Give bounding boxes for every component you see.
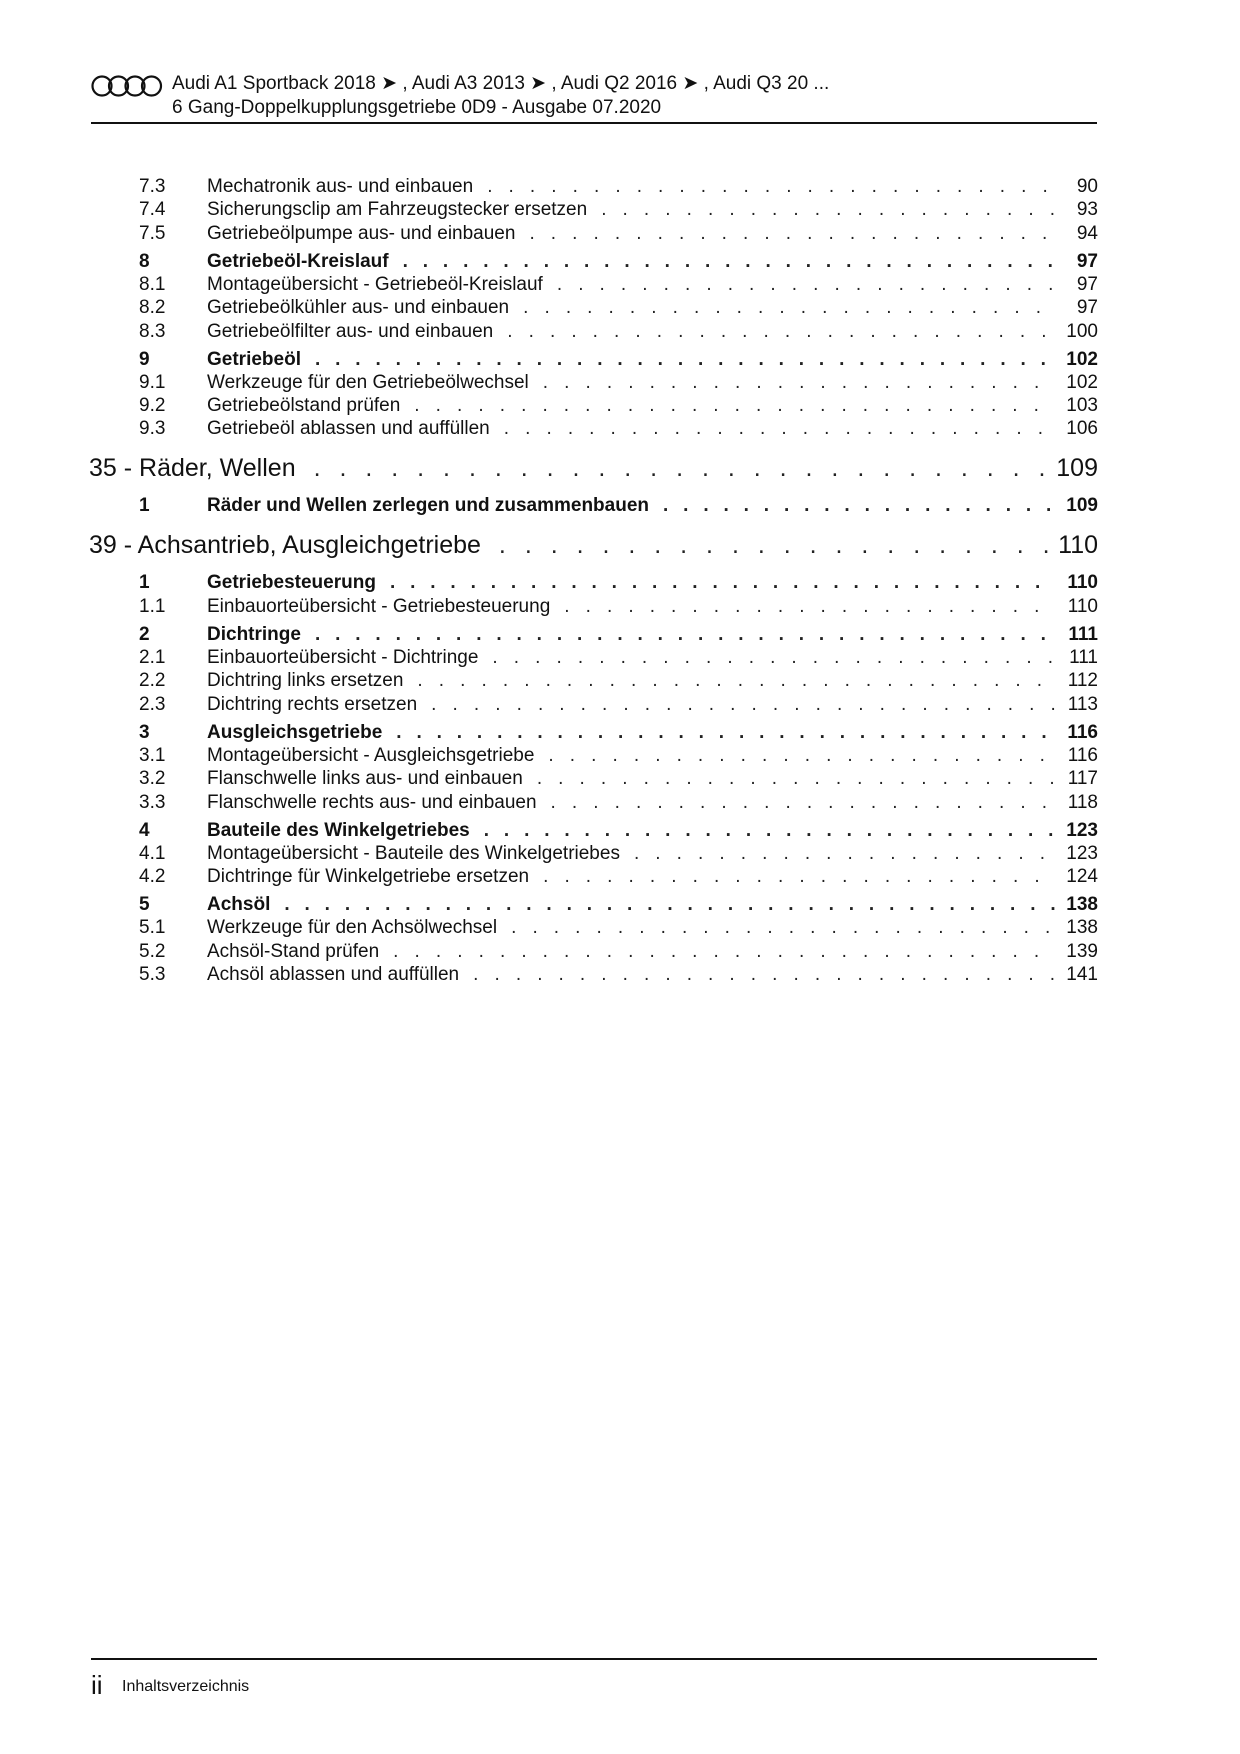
toc-entry[interactable] bbox=[0, 416, 1240, 442]
toc-chapter-title: 39 - Achsantrieb, Ausgleichgetriebe bbox=[89, 531, 481, 560]
toc-chapter-title: 35 - Räder, Wellen bbox=[89, 454, 296, 483]
toc-entry-number: 5.1 bbox=[139, 917, 166, 939]
toc-entry-number: 2.3 bbox=[139, 693, 166, 715]
toc-entry-title: Montageübersicht - Bauteile des Winkelgetriebes bbox=[207, 842, 620, 864]
toc-entry-title: Montageübersicht - Getriebeöl-Kreislauf bbox=[207, 273, 543, 295]
toc-entry[interactable] bbox=[0, 594, 1240, 620]
toc-entry[interactable] bbox=[0, 451, 1240, 485]
toc-entry-line bbox=[207, 766, 1098, 792]
toc-page-number: 90 bbox=[1076, 176, 1098, 197]
toc-entry-title: Einbauorteübersicht - Dichtringe bbox=[207, 647, 479, 668]
toc-entry[interactable] bbox=[0, 295, 1240, 321]
toc-page-number: 123 bbox=[1066, 842, 1098, 864]
toc-entry-line bbox=[89, 451, 1098, 485]
toc-entry[interactable] bbox=[0, 197, 1240, 223]
toc-entry[interactable] bbox=[0, 319, 1240, 345]
toc-entry-line bbox=[207, 594, 1098, 620]
toc-entry-line bbox=[207, 939, 1098, 965]
toc-entry-line bbox=[207, 692, 1098, 718]
dot-leader bbox=[601, 197, 1056, 223]
toc-entry-title: Ausgleichsgetriebe bbox=[207, 721, 383, 743]
toc-entry-line bbox=[207, 221, 1098, 247]
dot-leader bbox=[315, 347, 1056, 373]
dot-leader bbox=[403, 249, 1056, 275]
toc-entry-number: 2.1 bbox=[139, 647, 166, 668]
toc-entry-title: Achsöl bbox=[207, 894, 271, 916]
toc-entry-number: 9.1 bbox=[139, 371, 166, 393]
toc-entry[interactable] bbox=[0, 249, 1240, 275]
toc-page-number: 102 bbox=[1066, 348, 1098, 370]
toc-entry-line bbox=[207, 295, 1098, 321]
dot-leader bbox=[315, 622, 1056, 648]
toc-entry[interactable] bbox=[0, 272, 1240, 298]
toc-entry[interactable] bbox=[0, 347, 1240, 373]
toc-entry-number: 3.1 bbox=[139, 744, 166, 766]
toc-entry-title: Dichtringe für Winkelgetriebe ersetzen bbox=[207, 866, 530, 888]
toc-entry[interactable] bbox=[0, 841, 1240, 867]
toc-entry-line bbox=[207, 393, 1098, 419]
toc-entry-line bbox=[207, 197, 1098, 223]
toc-entry[interactable] bbox=[0, 645, 1240, 671]
toc-entry-number: 8.2 bbox=[139, 297, 166, 319]
toc-page-number: 141 bbox=[1066, 964, 1098, 985]
toc-entry[interactable] bbox=[0, 668, 1240, 694]
toc-entry-line bbox=[207, 864, 1098, 890]
toc-page-number: 109 bbox=[1066, 495, 1098, 517]
toc-entry-line bbox=[207, 319, 1098, 345]
toc-entry-title: Werkzeuge für den Achsölwechsel bbox=[207, 917, 498, 939]
dot-leader bbox=[537, 766, 1056, 792]
toc-entry-title: Flanschwelle rechts aus- und einbauen bbox=[207, 791, 537, 813]
toc-entry-number: 2.2 bbox=[139, 670, 166, 692]
toc-entry[interactable] bbox=[0, 766, 1240, 792]
dot-leader bbox=[492, 645, 1056, 671]
toc-entry-title: Werkzeuge für den Getriebeölwechsel bbox=[207, 371, 529, 393]
toc-entry[interactable] bbox=[0, 370, 1240, 396]
audi-rings-logo-icon bbox=[91, 74, 163, 98]
toc-page-number: 111 bbox=[1069, 647, 1098, 668]
dot-leader bbox=[393, 939, 1056, 965]
toc-entry-line bbox=[207, 818, 1098, 844]
toc-entry[interactable] bbox=[0, 790, 1240, 816]
dot-leader bbox=[557, 272, 1056, 298]
toc-entry-number: 4.1 bbox=[139, 842, 166, 864]
toc-page-number: 100 bbox=[1066, 320, 1098, 342]
toc-page-number: 116 bbox=[1067, 744, 1098, 766]
dot-leader bbox=[511, 915, 1056, 941]
toc-entry-line bbox=[207, 790, 1098, 816]
header-vehicle-models: Audi A1 Sportback 2018 ➤ , Audi A3 2013 ➤ , Audi Q2 2016 ➤ , Audi Q3 20 ... bbox=[172, 73, 830, 94]
toc-entry-line bbox=[207, 493, 1098, 519]
toc-entry-title: Dichtring links ersetzen bbox=[207, 670, 404, 692]
toc-entry-line bbox=[207, 841, 1098, 867]
toc-entry-number: 3.3 bbox=[139, 791, 166, 813]
toc-entry-number: 9.3 bbox=[139, 418, 166, 440]
toc-entry[interactable] bbox=[0, 939, 1240, 965]
page-footer bbox=[91, 1658, 1097, 1720]
dot-leader bbox=[417, 668, 1056, 694]
toc-page-number: 110 bbox=[1067, 595, 1098, 617]
toc-page-number: 124 bbox=[1066, 866, 1098, 888]
dot-leader bbox=[390, 570, 1056, 596]
dot-leader bbox=[543, 864, 1056, 890]
toc-entry[interactable] bbox=[0, 915, 1240, 941]
dot-leader bbox=[529, 221, 1056, 247]
dot-leader bbox=[396, 720, 1056, 746]
dot-leader bbox=[484, 818, 1056, 844]
toc-page-number: 102 bbox=[1066, 371, 1098, 393]
page-number: ii bbox=[91, 1670, 103, 1700]
toc-entry-title: Räder und Wellen zerlegen und zusammenbauen bbox=[207, 495, 650, 517]
dot-leader bbox=[551, 790, 1056, 816]
toc-page-number: 138 bbox=[1066, 917, 1098, 939]
toc-entry-line bbox=[89, 528, 1098, 562]
toc-entry-number: 8.3 bbox=[139, 320, 166, 342]
toc-entry-number: 9.2 bbox=[139, 395, 166, 417]
toc-entry-number: 5.3 bbox=[139, 964, 166, 985]
toc-entry-line bbox=[207, 416, 1098, 442]
toc-entry-line bbox=[207, 962, 1098, 988]
toc-entry-line bbox=[207, 249, 1098, 275]
toc-entry-title: Getriebesteuerung bbox=[207, 572, 376, 594]
toc-entry[interactable] bbox=[0, 221, 1240, 247]
toc-page-number: 97 bbox=[1076, 250, 1098, 272]
toc-page-number: 110 bbox=[1058, 531, 1098, 560]
toc-page-number: 138 bbox=[1066, 894, 1098, 916]
toc-page-number: 97 bbox=[1076, 273, 1098, 295]
toc-entry[interactable] bbox=[0, 892, 1240, 918]
toc-entry-number: 7.4 bbox=[139, 199, 166, 221]
toc-entry-number: 4 bbox=[139, 819, 150, 841]
toc-page-number: 110 bbox=[1067, 572, 1098, 594]
toc-page-number: 111 bbox=[1068, 623, 1098, 645]
toc-entry[interactable] bbox=[0, 570, 1240, 596]
toc-page-number: 123 bbox=[1066, 819, 1098, 841]
toc-entry-title: Getriebeölkühler aus- und einbauen bbox=[207, 297, 510, 319]
toc-entry-title: Flanschwelle links aus- und einbauen bbox=[207, 768, 523, 790]
dot-leader bbox=[564, 594, 1056, 620]
toc-entry-number: 8 bbox=[139, 250, 150, 272]
toc-page-number: 113 bbox=[1067, 693, 1098, 715]
toc-entry[interactable] bbox=[0, 818, 1240, 844]
toc-entry-number: 9 bbox=[139, 348, 150, 370]
toc-page-number: 118 bbox=[1067, 791, 1098, 813]
toc-entry-title: Sicherungsclip am Fahrzeugstecker ersetzen bbox=[207, 199, 588, 221]
toc-entry-number: 1.1 bbox=[139, 595, 166, 617]
toc-page-number: 94 bbox=[1076, 222, 1098, 244]
dot-leader bbox=[523, 295, 1056, 321]
toc-entry[interactable] bbox=[0, 692, 1240, 718]
toc-entry-line bbox=[207, 272, 1098, 298]
toc-entry-number: 5 bbox=[139, 894, 150, 916]
toc-entry-number: 3 bbox=[139, 721, 150, 743]
dot-leader bbox=[504, 416, 1056, 442]
toc-entry[interactable] bbox=[0, 962, 1240, 988]
dot-leader bbox=[663, 493, 1056, 519]
dot-leader bbox=[487, 174, 1056, 200]
toc-entry-line bbox=[207, 370, 1098, 396]
toc-entry-number: 3.2 bbox=[139, 768, 166, 790]
toc-entry-title: Getriebeöl bbox=[207, 348, 301, 370]
toc-entry-line bbox=[207, 668, 1098, 694]
dot-leader bbox=[414, 393, 1056, 419]
toc-entry-line bbox=[207, 347, 1098, 373]
dot-leader bbox=[314, 451, 1049, 485]
dot-leader bbox=[499, 528, 1050, 562]
toc-page-number: 103 bbox=[1066, 395, 1098, 417]
toc-entry-number: 7.3 bbox=[139, 176, 166, 197]
toc-entry-number: 4.2 bbox=[139, 866, 166, 888]
toc-entry-title: Dichtring rechts ersetzen bbox=[207, 693, 418, 715]
dot-leader bbox=[507, 319, 1056, 345]
toc-entry-title: Bauteile des Winkelgetriebes bbox=[207, 819, 470, 841]
toc-entry-number: 1 bbox=[139, 572, 150, 594]
dot-leader bbox=[543, 370, 1056, 396]
toc-entry[interactable] bbox=[0, 174, 1240, 200]
toc-page-number: 116 bbox=[1067, 721, 1098, 743]
page-header bbox=[91, 72, 1097, 124]
toc-entry[interactable] bbox=[0, 743, 1240, 769]
toc-page-number: 106 bbox=[1066, 418, 1098, 440]
toc-entry-number: 7.5 bbox=[139, 222, 166, 244]
toc-page-number: 117 bbox=[1067, 768, 1098, 790]
toc-entry-title: Getriebeöl ablassen und auffüllen bbox=[207, 418, 490, 440]
toc-page-number: 93 bbox=[1076, 199, 1098, 221]
toc-entry-title: Dichtringe bbox=[207, 623, 301, 645]
toc-entry-line bbox=[207, 622, 1098, 648]
toc-page-number: 139 bbox=[1066, 940, 1098, 962]
dot-leader bbox=[473, 962, 1056, 988]
toc-entry-title: Montageübersicht - Ausgleichsgetriebe bbox=[207, 744, 535, 766]
toc-entry-title: Achsöl ablassen und auffüllen bbox=[207, 964, 460, 985]
toc-entry-line bbox=[207, 645, 1098, 671]
toc-entry[interactable] bbox=[0, 393, 1240, 419]
toc-entry-title: Getriebeöl-Kreislauf bbox=[207, 250, 389, 272]
toc-entry[interactable] bbox=[0, 493, 1240, 519]
toc-entry-title: Achsöl-Stand prüfen bbox=[207, 940, 380, 962]
toc-entry-number: 2 bbox=[139, 623, 150, 645]
toc-entry[interactable] bbox=[0, 720, 1240, 746]
toc-entry-line bbox=[207, 720, 1098, 746]
toc-entry-title: Getriebeölfilter aus- und einbauen bbox=[207, 320, 494, 342]
toc-entry-title: Getriebeölpumpe aus- und einbauen bbox=[207, 222, 516, 244]
toc-entry-line bbox=[207, 915, 1098, 941]
header-manual-title: 6 Gang-Doppelkupplungsgetriebe 0D9 - Ausgabe 07.2020 bbox=[172, 97, 662, 118]
toc-entry-title: Mechatronik aus- und einbauen bbox=[207, 176, 474, 197]
toc-entry-line bbox=[207, 743, 1098, 769]
toc-entry-line bbox=[207, 174, 1098, 200]
toc-entry[interactable] bbox=[0, 864, 1240, 890]
toc-entry-title: Einbauorteübersicht - Getriebesteuerung bbox=[207, 595, 551, 617]
dot-leader bbox=[431, 692, 1056, 718]
toc-entry-line bbox=[207, 570, 1098, 596]
footer-section-label: Inhaltsverzeichnis bbox=[122, 1678, 250, 1695]
toc-entry-title: Getriebeölstand prüfen bbox=[207, 395, 401, 417]
toc-entry-number: 5.2 bbox=[139, 940, 166, 962]
toc-entry[interactable] bbox=[0, 622, 1240, 648]
toc-page-number: 109 bbox=[1056, 454, 1098, 483]
toc-entry-line bbox=[207, 892, 1098, 918]
toc-entry[interactable] bbox=[0, 528, 1240, 562]
dot-leader bbox=[634, 841, 1056, 867]
toc-entry-number: 1 bbox=[139, 495, 150, 517]
toc-page-number: 112 bbox=[1067, 670, 1098, 692]
dot-leader bbox=[548, 743, 1056, 769]
toc-page-number: 97 bbox=[1076, 297, 1098, 319]
dot-leader bbox=[284, 892, 1056, 918]
toc-entry-number: 8.1 bbox=[139, 273, 166, 295]
